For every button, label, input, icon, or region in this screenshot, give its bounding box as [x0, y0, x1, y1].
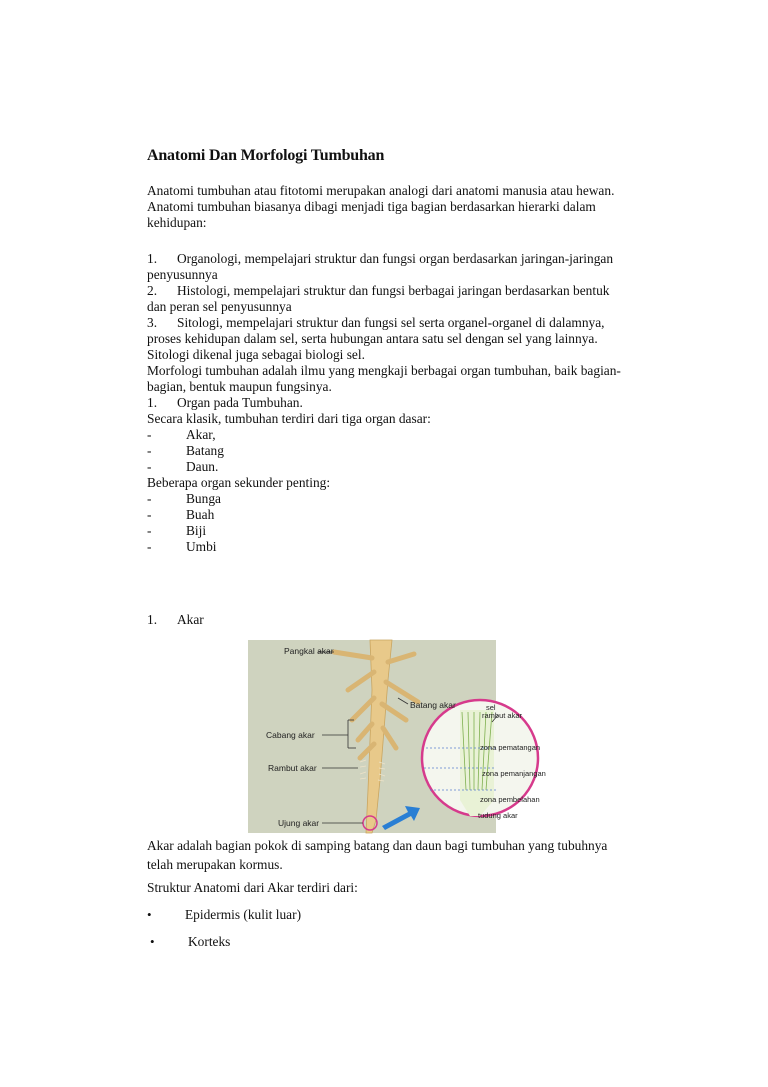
label-zona-pemanjangan: zona pemanjangan — [482, 769, 546, 778]
label-rambut-akar-detail: rambut akar — [482, 711, 523, 720]
intro-line: Anatomi tumbuhan biasanya dibagi menjadi tiga bagian berdasarkan hierarki dalam — [147, 199, 596, 214]
label-rambut-akar: Rambut akar — [268, 763, 317, 773]
bullet-item — [150, 934, 230, 950]
numbered-list — [147, 251, 667, 555]
intro-line: Anatomi tumbuhan atau fitotomi merupakan analogi dari anatomi manusia atau hewan. — [147, 183, 615, 198]
body-line: bagian, bentuk maupun fungsinya. — [147, 379, 332, 394]
label-ujung-akar: Ujung akar — [278, 818, 320, 828]
secondary-organ-text: Biji — [186, 523, 207, 538]
basic-organ-text: Akar, — [186, 427, 216, 442]
list-continuation: penyusunnya — [147, 267, 218, 282]
akar-heading-number: 1. — [147, 612, 158, 627]
intro-paragraph — [147, 183, 667, 231]
secondary-organ-item: - Biji — [147, 523, 207, 538]
label-zona-pematangan: zona pematangan — [480, 743, 541, 752]
list-item — [147, 251, 667, 267]
secondary-organ-item: - Umbi — [147, 539, 217, 554]
bullet-icon: • — [150, 934, 155, 949]
secondary-intro: Beberapa organ sekunder penting: — [147, 475, 331, 490]
label-batang-akar: Batang akar — [410, 700, 456, 710]
list-item — [147, 315, 667, 331]
body-line: Morfologi tumbuhan adalah ilmu yang mengkaji berbagai organ tumbuhan, baik bagian- — [147, 363, 621, 378]
list-continuation: proses kehidupan dalam sel, serta hubungan antara satu sel dengan sel yang lainnya. — [147, 331, 598, 346]
bullet-item — [147, 907, 301, 923]
list-number: 1. — [147, 251, 158, 266]
bullet-text: Epidermis (kulit luar) — [185, 907, 302, 922]
organ-heading-number: 1. — [147, 395, 158, 410]
list-text: Organologi, mempelajari struktur dan fungsi organ berdasarkan jaringan-jaringan — [177, 251, 614, 266]
basic-organ-item: - Daun. — [147, 459, 219, 474]
akar-description — [147, 836, 667, 874]
secondary-organ-text: Buah — [186, 507, 215, 522]
label-cabang-akar: Cabang akar — [266, 730, 315, 740]
secondary-organ-text: Bunga — [186, 491, 221, 506]
bullet-icon: • — [147, 907, 152, 922]
secondary-organ-text: Umbi — [186, 539, 217, 554]
root-anatomy-figure — [248, 640, 546, 833]
label-sel: sel — [486, 703, 496, 712]
basic-organ-item: - Akar, — [147, 427, 216, 442]
intro-line: kehidupan: — [147, 215, 207, 230]
page-title: Anatomi Dan Morfologi Tumbuhan — [147, 147, 385, 164]
list-number: 3. — [147, 315, 158, 330]
list-text: Sitologi, mempelajari struktur dan fungsi sel serta organel-organel di dalamnya, — [177, 315, 605, 330]
akar-desc-line: telah merupakan kormus. — [147, 857, 283, 872]
list-item — [147, 283, 667, 299]
akar-desc-line: Akar adalah bagian pokok di samping batang dan daun bagi tumbuhan yang tubuhnya — [147, 838, 608, 853]
struktur-intro — [147, 880, 667, 896]
secondary-organ-item: - Bunga — [147, 491, 221, 506]
basic-organ-text: Daun. — [186, 459, 219, 474]
organ-heading-text: Organ pada Tumbuhan. — [177, 395, 303, 410]
label-tudung-akar: tudung akar — [478, 811, 518, 820]
akar-heading-text: Akar — [177, 612, 204, 627]
organ-heading — [147, 395, 667, 411]
struktur-intro-text: Struktur Anatomi dari Akar terdiri dari: — [147, 880, 358, 895]
body-line: Sitologi dikenal juga sebagai biologi sel. — [147, 347, 365, 362]
label-pangkal-akar: Pangkal akar — [284, 646, 334, 656]
basic-organ-item: - Batang — [147, 443, 224, 458]
bullet-text: Korteks — [188, 934, 231, 949]
secondary-organ-item: - Buah — [147, 507, 215, 522]
basic-organ-text: Batang — [186, 443, 224, 458]
label-zona-pembelahan: zona pembelahan — [480, 795, 540, 804]
classic-intro: Secara klasik, tumbuhan terdiri dari tiga organ dasar: — [147, 411, 431, 426]
akar-heading — [147, 612, 667, 628]
list-text: Histologi, mempelajari struktur dan fungsi berbagai jaringan berdasarkan bentuk — [177, 283, 610, 298]
list-continuation: dan peran sel penyusunnya — [147, 299, 292, 314]
list-number: 2. — [147, 283, 158, 298]
